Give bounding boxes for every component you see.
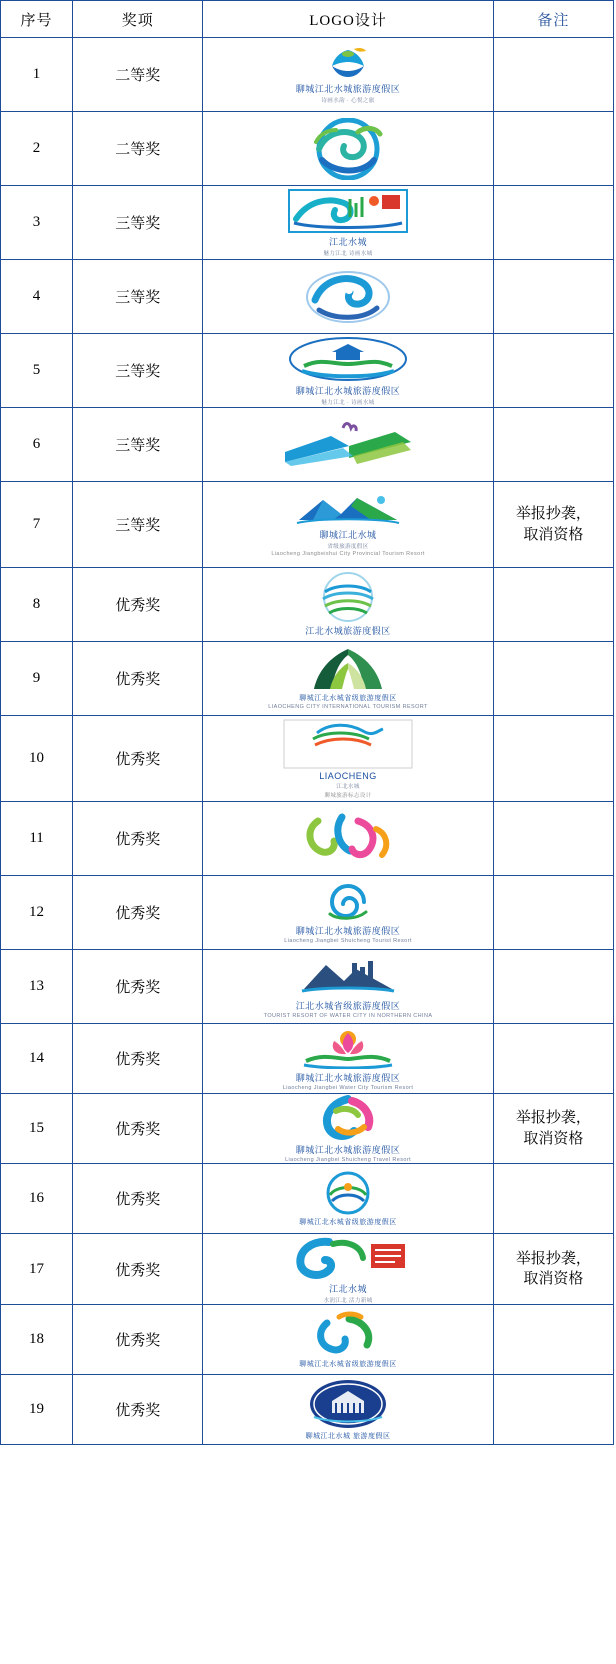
logo-subtitle: Liaocheng Jiangbei Shuicheng Tourist Resort <box>284 937 412 944</box>
cell-award: 优秀奖 <box>73 802 203 876</box>
logo-artwork <box>203 1311 492 1369</box>
table-row <box>1 568 614 642</box>
logo-artwork <box>203 647 492 710</box>
note-line: 举报抄袭， <box>515 1250 591 1267</box>
logo-artwork <box>203 1027 492 1091</box>
logo-artwork <box>203 1095 492 1163</box>
cell-award: 优秀奖 <box>73 1094 203 1164</box>
table-row <box>1 716 614 802</box>
header-logo: LOGO设计 <box>203 1 493 38</box>
cell-award: 优秀奖 <box>73 716 203 802</box>
cell-note <box>493 1164 613 1234</box>
cell-note <box>493 334 613 408</box>
cell-award: 优秀奖 <box>73 1024 203 1094</box>
cell-award: 三等奖 <box>73 334 203 408</box>
logo-artwork <box>203 719 492 799</box>
logo-subtitle: TOURIST RESORT OF WATER CITY IN NORTHERN CHINA <box>263 1012 433 1019</box>
logo-artwork <box>203 422 492 468</box>
logo-chinese-text: 聊城江北水城旅游度假区 <box>295 83 401 94</box>
cell-note <box>493 1094 613 1164</box>
cell-note <box>493 568 613 642</box>
cell-note <box>493 38 613 112</box>
logo-artwork <box>203 1379 492 1441</box>
cell-index: 14 <box>1 1024 73 1094</box>
cell-award: 二等奖 <box>73 112 203 186</box>
logo-subtitle: 诗画水韵 · 心悦之旅 <box>321 97 375 104</box>
note-line: 取消资格 <box>523 1271 584 1287</box>
table-row <box>1 1024 614 1094</box>
cell-logo <box>203 876 493 950</box>
logo-chinese-text: 江北水城 <box>329 1284 368 1294</box>
logo-artwork <box>203 1234 492 1304</box>
cell-index: 16 <box>1 1164 73 1234</box>
cell-index: 13 <box>1 950 73 1024</box>
cell-logo <box>203 482 493 568</box>
cell-logo <box>203 1375 493 1445</box>
note-line: 取消资格 <box>523 1130 584 1147</box>
cell-note <box>493 876 613 950</box>
logo-artwork <box>203 118 492 180</box>
logo-artwork <box>203 492 492 557</box>
cell-logo <box>203 260 493 334</box>
cell-award: 三等奖 <box>73 408 203 482</box>
cell-logo <box>203 802 493 876</box>
cell-index: 5 <box>1 334 73 408</box>
cell-index: 8 <box>1 568 73 642</box>
logo-subtitle: LIAOCHENG CITY INTERNATIONAL TOURISM RESORT <box>268 704 428 710</box>
cell-index: 12 <box>1 876 73 950</box>
table-row <box>1 334 614 408</box>
cell-note <box>493 112 613 186</box>
cell-logo <box>203 38 493 112</box>
logo-subtitle: 魅力江北 诗画水城 <box>323 250 373 257</box>
cell-logo <box>203 1094 493 1164</box>
cell-note <box>493 186 613 260</box>
table-row <box>1 642 614 716</box>
table-row <box>1 1164 614 1234</box>
logo-subtitle: Liaocheng Jiangbei Water City Tourism Resort <box>282 1084 414 1091</box>
cell-logo <box>203 568 493 642</box>
cell-note <box>493 1234 613 1305</box>
table-body <box>1 38 614 1445</box>
logo-artwork <box>203 955 492 1019</box>
logo-subtitle: 水润江北 活力新城 <box>323 1298 373 1304</box>
cell-index: 15 <box>1 1094 73 1164</box>
header-row <box>1 1 614 38</box>
table-row <box>1 260 614 334</box>
logo-chinese-text: 江北水城旅游度假区 <box>305 626 391 636</box>
cell-note <box>493 716 613 802</box>
cell-award: 优秀奖 <box>73 1305 203 1375</box>
cell-logo <box>203 1305 493 1375</box>
logo-chinese-text: LIAOCHENG <box>319 770 377 781</box>
logo-chinese-text: 聊城江北水城旅游度假区 <box>295 385 401 396</box>
cell-index: 11 <box>1 802 73 876</box>
logo-chinese-text: 聊城江北水城省级旅游度假区 <box>299 695 397 702</box>
logo-subtitle-secondary: Liaocheng Jiangbeishui City Provincial Tourism Resort <box>271 551 425 557</box>
cell-logo <box>203 1234 493 1305</box>
cell-note <box>493 1024 613 1094</box>
logo-artwork <box>203 189 492 257</box>
cell-note <box>493 482 613 568</box>
cell-award: 优秀奖 <box>73 642 203 716</box>
logo-subtitle: 江北水城 <box>336 783 360 790</box>
table-row <box>1 482 614 568</box>
table-row <box>1 408 614 482</box>
note-line: 举报抄袭， <box>515 506 591 523</box>
cell-logo <box>203 716 493 802</box>
table-row <box>1 1234 614 1305</box>
cell-logo <box>203 1024 493 1094</box>
cell-index: 18 <box>1 1305 73 1375</box>
table-row <box>1 38 614 112</box>
logo-artwork <box>203 882 492 944</box>
logo-subtitle: 省级旅游度假区 <box>327 544 369 550</box>
cell-note <box>493 1375 613 1445</box>
logo-artwork <box>203 336 492 406</box>
logo-chinese-text: 聊城江北水城省级旅游度假区 <box>299 1360 397 1368</box>
cell-award: 优秀奖 <box>73 1375 203 1445</box>
logo-artwork <box>203 1171 492 1227</box>
cell-award: 优秀奖 <box>73 1234 203 1305</box>
note-line: 取消资格 <box>523 526 584 543</box>
cell-note <box>493 802 613 876</box>
logo-subtitle: Liaocheng Jiangbei Shuicheng Travel Resort <box>285 1156 412 1163</box>
cell-index: 3 <box>1 186 73 260</box>
logo-artwork <box>203 270 492 324</box>
table-row <box>1 1305 614 1375</box>
table-row <box>1 112 614 186</box>
cell-note <box>493 642 613 716</box>
cell-award: 优秀奖 <box>73 950 203 1024</box>
cell-award: 三等奖 <box>73 186 203 260</box>
cell-award: 三等奖 <box>73 260 203 334</box>
cell-logo <box>203 408 493 482</box>
cell-award: 优秀奖 <box>73 568 203 642</box>
logo-chinese-text: 聊城江北水城 <box>319 530 377 540</box>
logo-artwork <box>203 46 492 104</box>
cell-award: 三等奖 <box>73 482 203 568</box>
header-no: 序号 <box>1 1 73 38</box>
logo-artwork <box>203 572 492 637</box>
logo-chinese-text: 聊城江北水城旅游度假区 <box>295 1072 401 1083</box>
cell-note <box>493 260 613 334</box>
cell-index: 6 <box>1 408 73 482</box>
cell-logo <box>203 950 493 1024</box>
cell-note <box>493 950 613 1024</box>
logo-chinese-text: 聊城江北水城旅游度假区 <box>295 925 401 936</box>
table-row <box>1 186 614 260</box>
logo-subtitle: 魅力江北 · 诗画水城 <box>321 399 375 406</box>
logo-chinese-text: 聊城江北水城省级旅游度假区 <box>299 1218 397 1226</box>
cell-note <box>493 1305 613 1375</box>
cell-index: 19 <box>1 1375 73 1445</box>
cell-index: 1 <box>1 38 73 112</box>
cell-index: 2 <box>1 112 73 186</box>
cell-logo <box>203 642 493 716</box>
logo-artwork <box>203 811 492 867</box>
cell-index: 7 <box>1 482 73 568</box>
cell-logo <box>203 112 493 186</box>
logo-chinese-text: 江北水城 <box>329 236 368 247</box>
table-header <box>1 1 614 38</box>
logo-chinese-text: 江北水城省级旅游度假区 <box>295 1000 401 1011</box>
logo-chinese-text: 聊城江北水城 旅游度假区 <box>305 1432 391 1440</box>
cell-award: 二等奖 <box>73 38 203 112</box>
cell-logo <box>203 186 493 260</box>
cell-award: 优秀奖 <box>73 876 203 950</box>
cell-logo <box>203 334 493 408</box>
cell-index: 9 <box>1 642 73 716</box>
table-row <box>1 1375 614 1445</box>
cell-index: 4 <box>1 260 73 334</box>
note-line: 举报抄袭， <box>515 1110 591 1127</box>
header-award: 奖项 <box>73 1 203 38</box>
table-row <box>1 802 614 876</box>
header-note: 备注 <box>493 1 613 38</box>
table-row <box>1 876 614 950</box>
cell-note <box>493 408 613 482</box>
logo-subtitle-secondary: 聊城旅游标志设计 <box>324 792 372 799</box>
logo-chinese-text: 聊城江北水城旅游度假区 <box>295 1144 401 1155</box>
cell-logo <box>203 1164 493 1234</box>
cell-index: 10 <box>1 716 73 802</box>
table-row <box>1 950 614 1024</box>
table-row <box>1 1094 614 1164</box>
cell-index: 17 <box>1 1234 73 1305</box>
cell-award: 优秀奖 <box>73 1164 203 1234</box>
